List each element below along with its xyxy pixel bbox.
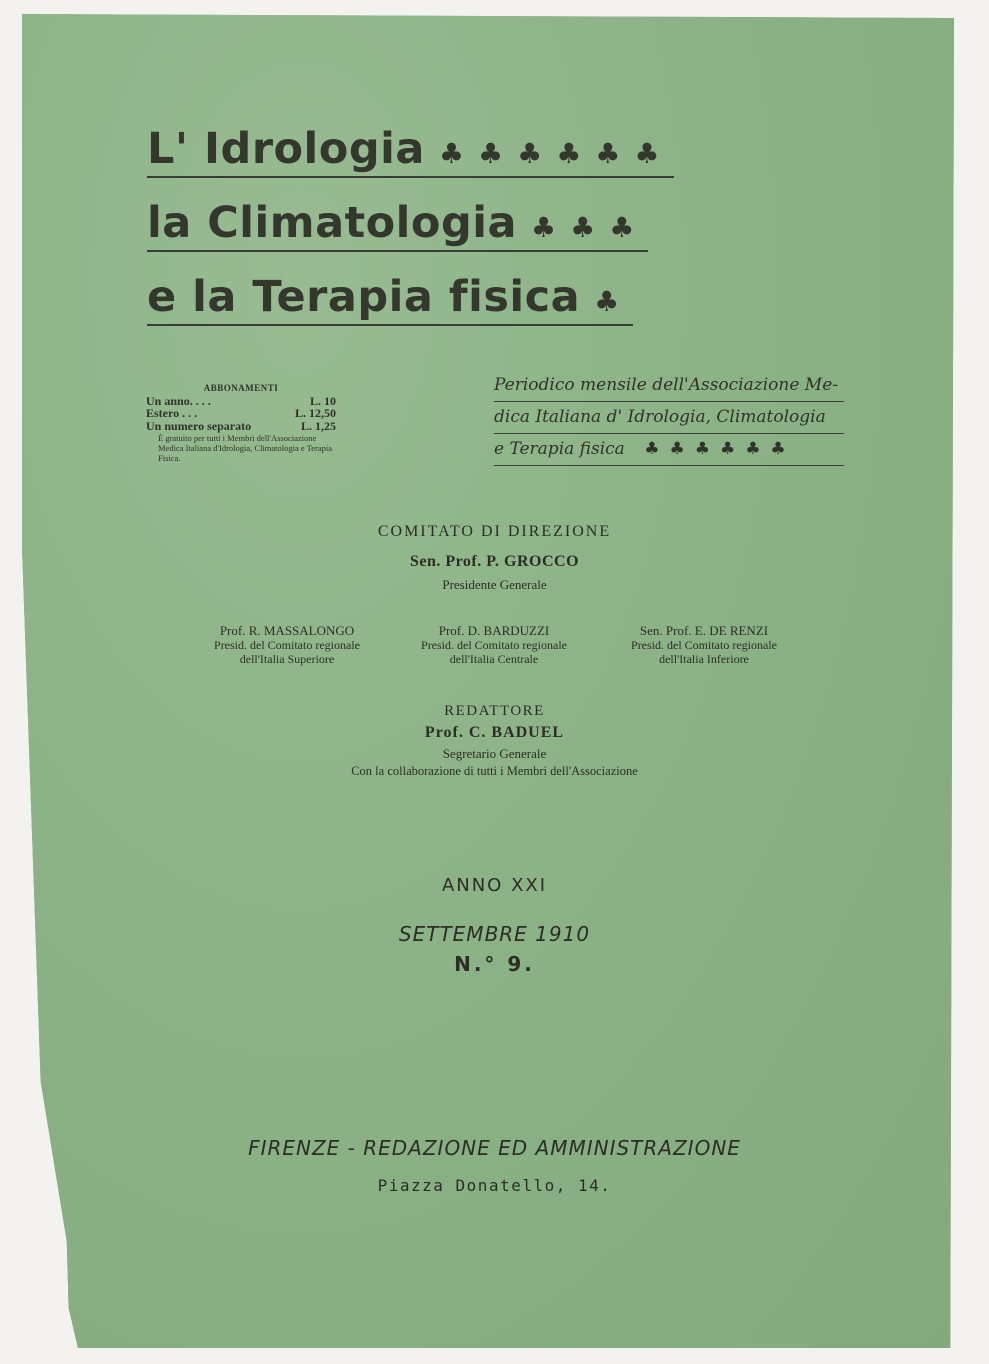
member-name: Prof. R. MASSALONGO [219,623,355,638]
member-region: dell'Italia Inferiore [659,652,749,666]
member-region: dell'Italia Centrale [449,652,539,666]
title-text-3: e la Terapia fisica [147,272,581,322]
collaboration-note: Con la collaborazione di tutti i Membri dell'Associazione [351,764,638,778]
periodical-line-1: Periodico mensile dell'Associazione Me- [494,370,844,402]
ornament-icon: ♣♣♣♣♣♣ [644,439,796,459]
member-name: Sen. Prof. E. DE RENZI [639,623,769,638]
title-line-1 [147,124,674,178]
periodical-line-2: dica Italiana d' Idrologia, Climatologia [494,402,844,434]
president-name: Sen. Prof. P. GROCCO [409,553,580,570]
publisher-line: FIRENZE - REDAZIONE ED AMMINISTRAZIONE [248,1136,741,1160]
member-name: Prof. D. BARDUZZI [438,623,550,638]
subscription-row [146,420,336,433]
title-text-2: la Climatologia [147,198,517,248]
member-role: Presid. del Comitato regionale [421,638,567,652]
committee-member [604,624,804,666]
ornament-icon: ♣♣♣ [531,211,649,244]
subscription-note: È gratuito per tutti i Membri dell'Associazione Medica Italiana d'Idrologia, Climatologia e Terapia Fisica. [158,433,333,463]
title-text-1: L' Idrologia [147,124,425,174]
periodical-line-3-text: e Terapia fisica [494,439,625,459]
member-region: dell'Italia Superiore [239,652,335,666]
title-line-2 [147,198,648,252]
editor-heading: REDATTORE [444,703,545,719]
subscription-row [146,407,336,420]
periodical-line-3 [494,434,844,466]
issue-year: ANNO XXI [441,875,548,896]
subscription-label: Un anno. . . . [146,393,211,408]
ornament-icon: ♣ [594,285,634,318]
subscription-label: Estero . . . [146,406,198,420]
member-role: Presid. del Comitato regionale [214,638,360,652]
title-line-3 [147,272,633,326]
subscription-price: L. 10 [309,393,336,408]
publisher-address: Piazza Donatello, 14. [377,1176,612,1195]
subscription-block [146,382,336,463]
issue-date: SETTEMBRE 1910 [398,922,591,946]
periodical-description [494,370,844,466]
issue-number: N.° 9. [454,952,535,976]
subscription-heading: ABBONAMENTI [203,383,279,393]
subscription-label: Un numero separato [146,418,252,433]
committee-member [394,624,594,666]
member-role: Presid. del Comitato regionale [631,638,777,652]
editor-name: Prof. C. BADUEL [424,724,565,741]
committee-heading: COMITATO DI DIREZIONE [377,523,612,540]
subscription-price: L. 12,50 [294,406,336,420]
committee-member [187,624,387,666]
ornament-icon: ♣♣♣♣♣♣ [438,137,674,170]
editor-role: Segretario Generale [442,746,547,761]
president-role: Presidente Generale [442,577,547,592]
subscription-price: L. 1,25 [300,418,336,433]
